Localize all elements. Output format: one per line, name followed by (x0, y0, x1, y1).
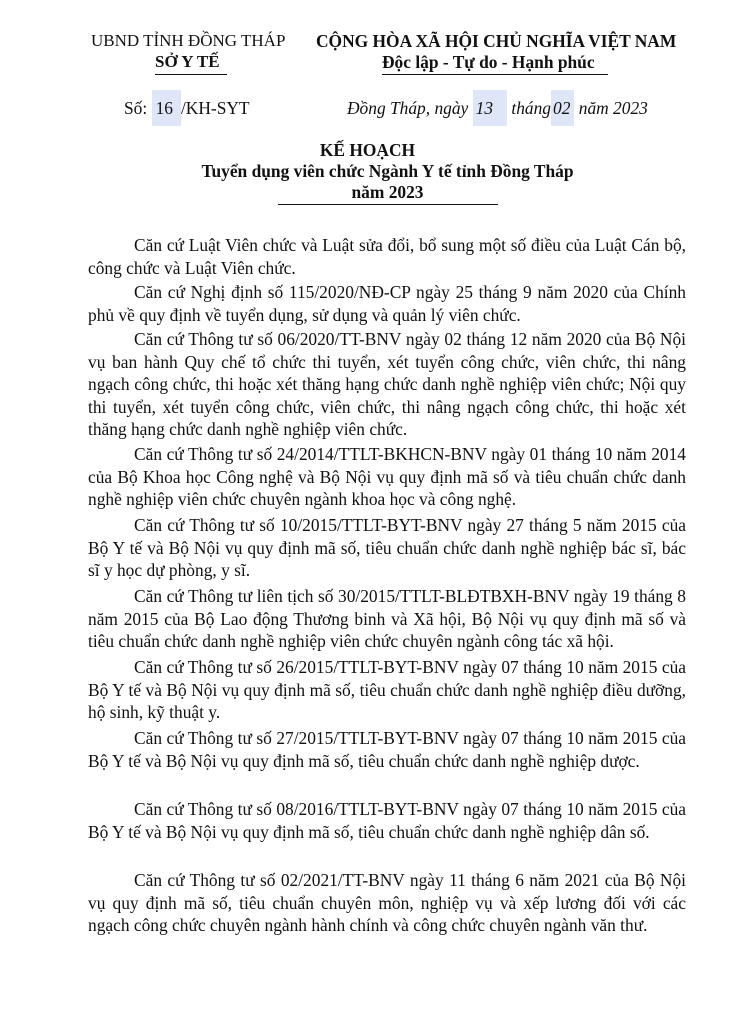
document-year: năm 2023 (351, 182, 424, 202)
paragraph: Căn cứ Thông tư số 26/2015/TTLT-BYT-BNV ngày 07 tháng 10 năm 2015 của Bộ Y tế và Bộ Nội vụ quy định mã số, tiêu chuẩn chức danh nghề nghiệp điều dưỡng, hộ sinh, kỹ thuật y. (88, 657, 686, 723)
paragraph: Căn cứ Thông tư số 27/2015/TTLT-BYT-BNV ngày 07 tháng 10 năm 2015 của Bộ Y tế và Bộ Nội vụ quy định mã số, tiêu chuẩn chức danh nghề nghiệp dược. (88, 728, 686, 771)
document-subject: Tuyển dụng viên chức Ngành Y tế tỉnh Đồng Tháp (201, 161, 574, 181)
org-name-underline (155, 74, 227, 75)
paragraph: Căn cứ Thông tư số 24/2014/TTLT-BKHCN-BNV ngày 01 tháng 10 năm 2014 của Bộ Khoa học Công nghệ và Bộ Nội vụ quy định mã số và tiêu chuẩn chức danh nghề nghiệp viên chức chuyên ngành khoa học và công nghệ. (88, 444, 686, 510)
date-month-field: 02 (551, 90, 574, 126)
date-year-label: năm 2023 (578, 98, 648, 118)
document-date (347, 90, 648, 126)
paragraph: Căn cứ Thông tư số 10/2015/TTLT-BYT-BNV ngày 27 tháng 5 năm 2015 của Bộ Y tế và Bộ Nội vụ quy định mã số, tiêu chuẩn chức danh nghề nghiệp bác sĩ, bác sĩ y học dự phòng, y sĩ. (88, 515, 686, 581)
paragraph: Căn cứ Luật Viên chức và Luật sửa đổi, bổ sung một số điều của Luật Cán bộ, công chức và Luật Viên chức. (88, 235, 686, 278)
date-day-field: 13 (473, 90, 507, 126)
document-type: KẾ HOẠCH (319, 140, 416, 160)
paragraph: Căn cứ Nghị định số 115/2020/NĐ-CP ngày 25 tháng 9 năm 2020 của Chính phủ về quy định về tuyển dụng, sử dụng và quản lý viên chức. (88, 282, 686, 325)
paragraph: Căn cứ Thông tư liên tịch số 30/2015/TTLT-BLĐTBXH-BNV ngày 19 tháng 8 năm 2015 của Bộ Lao động Thương binh và Xã hội, Bộ Nội vụ quy định mã số và tiêu chuẩn chức danh nghề nghiệp viên chức chuyên ngành công tác xã hội. (88, 586, 686, 652)
org-name: SỞ Y TẾ (155, 52, 220, 71)
title-underline (278, 204, 498, 205)
motto: Độc lập - Tự do - Hạnh phúc (382, 52, 595, 72)
doc-no-prefix: Số: (124, 98, 148, 118)
paragraph: Căn cứ Thông tư số 02/2021/TT-BNV ngày 11 tháng 6 năm 2021 của Bộ Nội vụ quy định mã số, tiêu chuẩn chuyên môn, nghiệp vụ và xếp lương đối với các ngạch công chức chuyên ngành hành chính và công chức chuyên ngành văn thư. (88, 870, 686, 936)
document-number (124, 90, 250, 126)
org-parent: UBND TỈNH ĐỒNG THÁP (91, 31, 286, 50)
paragraph: Căn cứ Thông tư số 06/2020/TT-BNV ngày 02 tháng 12 năm 2020 của Bộ Nội vụ ban hành Quy chế tổ chức thi tuyển, xét tuyển công chức, viên chức, thi nâng ngạch công chức, thi hoặc xét thăng hạng chức danh nghề nghiệp viên chức; Nội quy thi tuyển, xét tuyển công chức, viên chức, thi nâng ngạch công chức, thi hoặc xét thăng hạng chức danh nghề nghiệp viên chức. (88, 329, 686, 440)
motto-underline (382, 74, 608, 75)
date-prefix: Đồng Tháp, ngày (347, 98, 469, 118)
paragraph: Căn cứ Thông tư số 08/2016/TTLT-BYT-BNV ngày 07 tháng 10 năm 2015 của Bộ Y tế và Bộ Nội vụ quy định mã số, tiêu chuẩn chức danh nghề nghiệp dân số. (88, 799, 686, 842)
country-name: CỘNG HÒA XÃ HỘI CHỦ NGHĨA VIỆT NAM (316, 31, 677, 51)
date-month-label: tháng (511, 98, 551, 118)
doc-no-suffix: /KH-SYT (180, 98, 250, 118)
doc-no-field: 16 (152, 90, 181, 126)
